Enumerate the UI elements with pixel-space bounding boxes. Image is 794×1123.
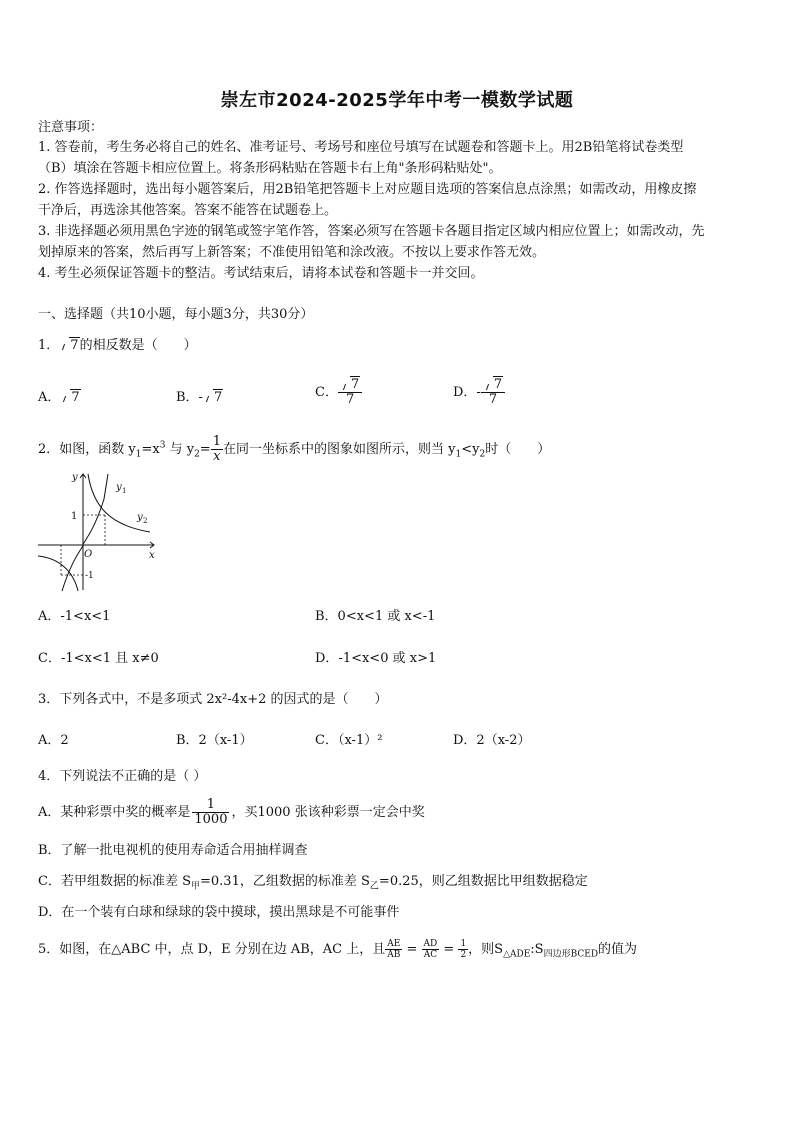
tick-1-label: 1 (71, 511, 78, 522)
curve-y2-left (38, 556, 78, 591)
question-5: 5．如图，在△ABC 中，点 D，E 分别在边 AB，AC 上，且 $\frac{AE}{AB}$ = $\frac{AD}{AC}$ = $\frac{1}{2}$ ，则$S_{\triangle ADE}:S_{四边形BCED}$的值为 (38, 939, 638, 960)
q3-option-d: D．2（x-2） (453, 733, 531, 748)
tick-neg1-label: -1 (85, 571, 94, 581)
q2-option-c: C．-1<x<1 且 x≠0 (38, 651, 159, 666)
y1-label-sub: 1 (122, 487, 127, 495)
q3-option-a: A．2 (38, 733, 69, 748)
q4-option-d: D．在一个装有白球和绿球的袋中摸球，摸出黑球是不可能事件 (38, 905, 400, 920)
notice-heading: 注意事项： (38, 120, 104, 135)
question-1 (38, 338, 197, 354)
y1-label: y (116, 482, 122, 493)
notice-line-3: 2. 作答选择题时，选出每小题答案后，用2B铅笔把答题卡上对应题目选项的答案信息点涂黑；如需改动，用橡皮擦 (38, 182, 697, 197)
q3-option-c: C．（x-1）² (315, 733, 383, 748)
notice-line-1: 1. 答卷前，考生务必将自己的姓名、准考证号、考场号和座位号填写在试题卷和答题卡上。用2B铅笔将试卷类型 (38, 140, 684, 155)
question-2: 2．如图，函数 $y_1=x^3$ 与 $y_2=$ $\frac{1}{x}$ 在同一坐标系中的图象如图所示，则当 $y_1<y_2$时（ ） (38, 434, 551, 464)
notice-line-4: 干净后，再选涂其他答案。答案不能答在试题卷上。 (38, 203, 338, 218)
q2-option-a: A．-1<x<1 (38, 609, 111, 624)
notice-line-7: 4. 考生必须保证答题卡的整洁。考试结束后，请将本试卷和答题卡一并交回。 (38, 266, 484, 281)
section-heading: 一、选择题（共10小题，每小题3分，共30分） (38, 307, 314, 322)
x-axis-label: x (149, 550, 155, 561)
origin-label: O (84, 549, 93, 560)
function-graph (38, 470, 160, 592)
q4-option-c: C．若甲组数据的标准差 $S_甲=0.31$，乙组数据的标准差 $S_乙=0.25$，则乙组数据比甲组数据稳定 (38, 874, 588, 892)
q2-option-d: D．-1<x<0 或 x>1 (315, 651, 437, 666)
q1-option-d: D．- $\frac{7}{7}$ (453, 378, 505, 407)
notice-line-6: 划掉原来的答案，然后再写上新答案；不准使用铅笔和涂改液。不按以上要求作答无效。 (38, 245, 546, 260)
q4-option-b: B．了解一批电视机的使用寿命适合用抽样调查 (38, 843, 308, 858)
y2-label: y (137, 512, 143, 523)
question-3: 3．下列各式中，不是多项式 2x²-4x+2 的因式的是（ ） (38, 692, 388, 707)
q3-option-b: B．2（x-1） (176, 733, 253, 748)
q1-option-a: A． 7 (38, 390, 80, 405)
notice-line-5: 3. 非选择题必须用黑色字迹的钢笔或签字笔作答，答案必须写在答题卡各题目指定区域内相应位置上；如需改动，先 (38, 224, 705, 239)
page-title: 崇左市2024-2025学年中考一模数学试题 (220, 90, 574, 111)
q1-stem: 的相反数是（ ） (79, 338, 197, 353)
q4-option-a: A．某种彩票中奖的概率是 $\frac{1}{1000}$ ，买1000 张该种彩票一定会中奖 (38, 797, 425, 827)
y2-label-sub: 2 (143, 517, 148, 525)
q1-option-c: C． $\frac{7}{7}$ (315, 378, 362, 407)
q1-option-b: B．- 7 (176, 390, 223, 405)
q1-sqrt: 7 (59, 338, 79, 354)
y-axis-label: y (72, 472, 78, 483)
q2-option-b: B．0<x<1 或 x<-1 (315, 609, 436, 624)
q1-number: 1． (38, 338, 60, 353)
question-4: 4．下列说法不正确的是（ ） (38, 769, 207, 784)
notice-line-2: （B）填涂在答题卡相应位置上。将条形码粘贴在答题卡右上角"条形码粘贴处"。 (38, 161, 502, 176)
